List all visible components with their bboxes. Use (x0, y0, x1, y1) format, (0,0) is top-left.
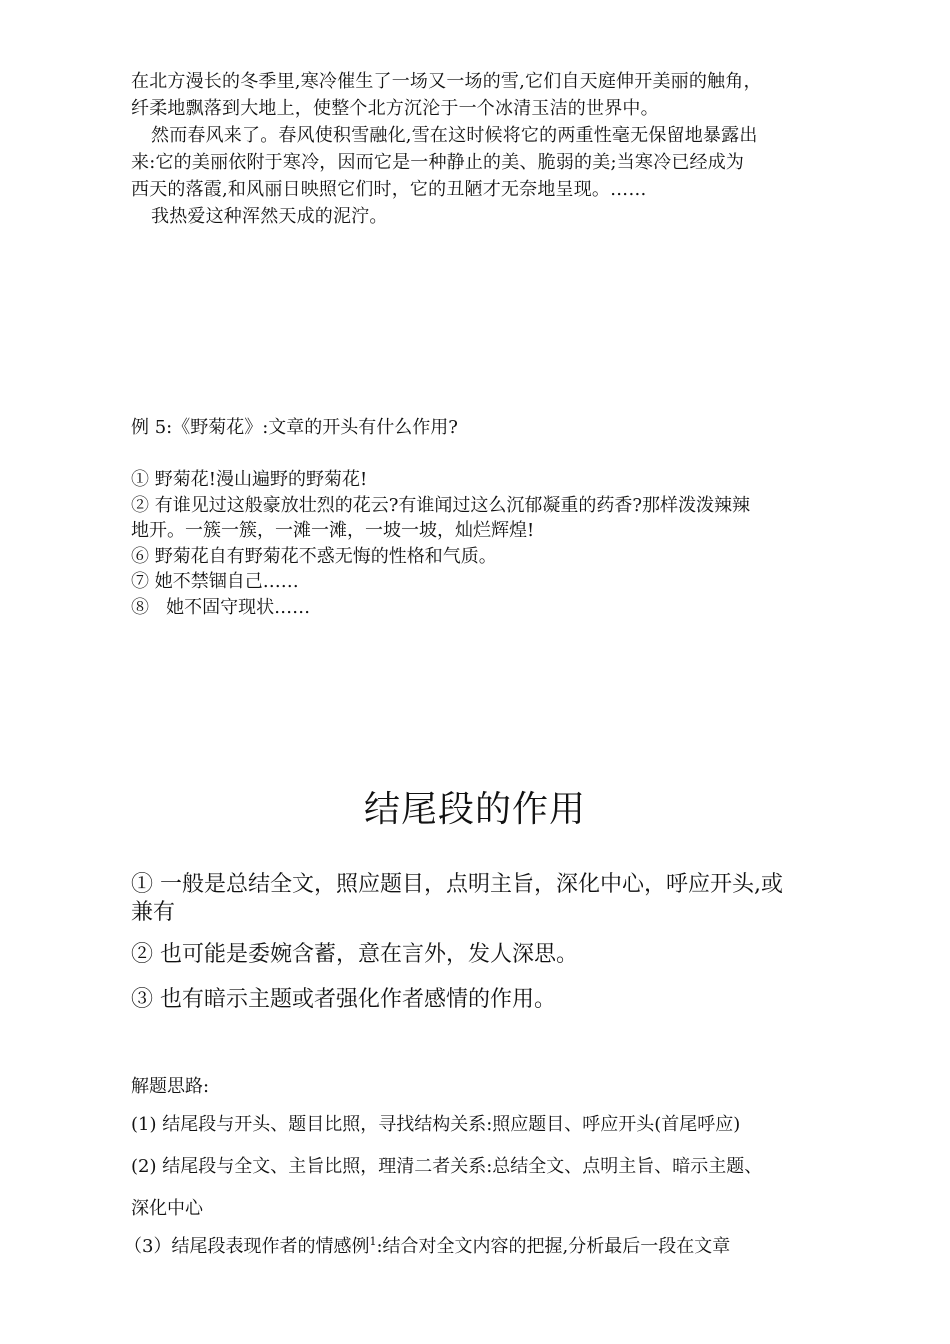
function-item-text: 兼有 (131, 900, 176, 925)
excerpt-line: 然而春风来了。春风使积雪融化,雪在这时候将它的两重性毫无保留地暴露出 (151, 125, 758, 146)
example-paragraph-list (131, 467, 851, 620)
function-item-2: ② 也可能是委婉含蓄，意在言外，发人深思。 (131, 942, 578, 967)
method-step-2-continued: 深化中心 (131, 1198, 203, 1219)
method-title: 解题思路: (131, 1076, 210, 1097)
function-item-text: ① 一般是总结全文，照应题目，点明主旨，深化中心，呼应开头,或 (131, 872, 783, 897)
method-step-1: (1) 结尾段与开头、题目比照，寻找结构关系:照应题目、呼应开头(首尾呼应) (131, 1114, 741, 1135)
method-step-3 (124, 1233, 844, 1260)
example-item: ⑦ 她不禁锢自己…… (131, 571, 299, 592)
method-step-3-text-continued: :结合对全文内容的把握,分析最后一段在文章 (376, 1236, 731, 1257)
excerpt-paragraphs (131, 68, 851, 230)
example-item: ⑧ 她不固守现状…… (131, 596, 311, 618)
section-heading: 结尾段的作用 (363, 789, 586, 830)
footnote-marker: 1 (369, 1235, 377, 1248)
function-item-3: ③ 也有暗示主题或者强化作者感情的作用。 (131, 987, 556, 1012)
example-title: 例 5:《野菊花》:文章的开头有什么作用? (131, 417, 458, 438)
excerpt-line: 西天的落霞,和风丽日映照它们时，它的丑陋才无奈地呈现。…… (131, 179, 647, 200)
excerpt-line: 在北方漫长的冬季里,寒冷催生了一场又一场的雪,它们自天庭伸开美丽的触角， (131, 71, 762, 92)
example-item: ① 野菊花!漫山遍野的野菊花! (131, 469, 368, 490)
excerpt-line: 纤柔地飘落到大地上，使整个北方沉沦于一个冰清玉洁的世界中。 (131, 98, 659, 119)
function-item-1 (131, 871, 851, 927)
example-item: ⑥ 野菊花自有野菊花不惑无悔的性格和气质。 (131, 545, 497, 567)
example-item-continued: 地开。一簇一簇，一滩一滩，一坡一坡，灿烂辉煌! (131, 520, 535, 541)
method-step-3-text: （3）结尾段表现作者的情感例 (124, 1236, 370, 1257)
excerpt-line: 我热爱这种浑然天成的泥泞。 (151, 206, 388, 227)
example-item: ② 有谁见过这般豪放壮烈的花云?有谁闻过这么沉郁凝重的药香?那样泼泼辣辣 (131, 494, 751, 516)
method-step-2: (2) 结尾段与全文、主旨比照，理清二者关系:总结全文、点明主旨、暗示主题、 (131, 1156, 763, 1177)
excerpt-line: 来:它的美丽依附于寒冷，因而它是一种静止的美、脆弱的美;当寒冷已经成为 (131, 152, 745, 173)
